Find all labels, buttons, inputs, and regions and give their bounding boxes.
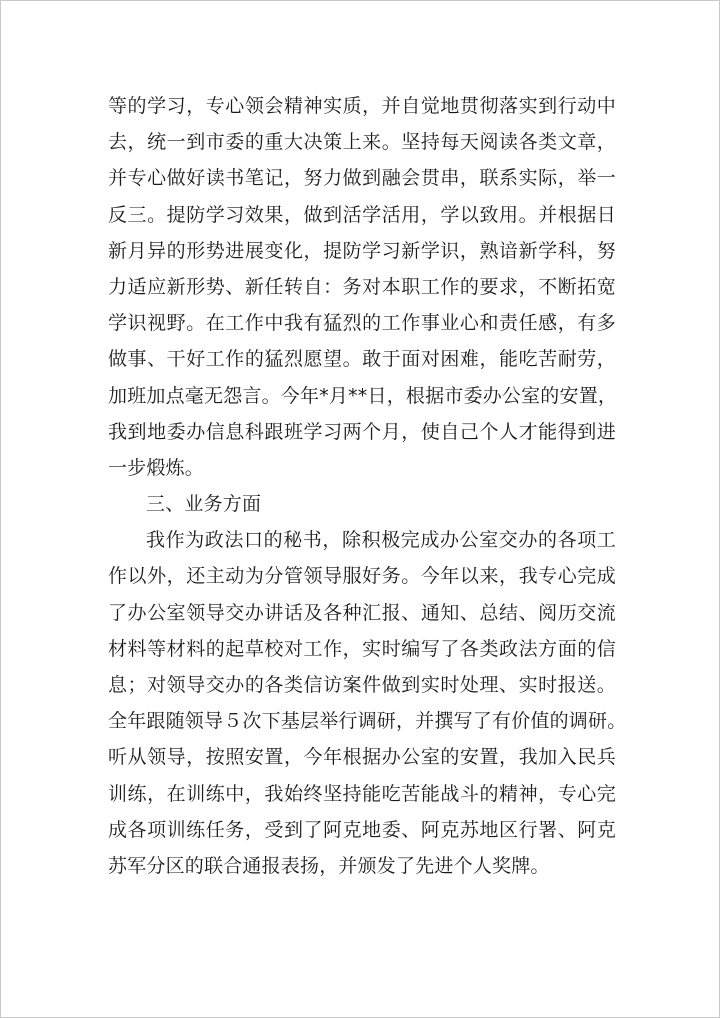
text-line: 材料等材料的起草校对工作，实时编写了各类政法方面的信	[108, 637, 616, 660]
text-line: 训练，在训练中，我始终坚持能吃苦能战斗的精神，专心完	[108, 782, 616, 805]
text-line: 新月异的形势进展变化，提防学习新学识，熟谙新学科，努	[108, 239, 616, 262]
text-line-paragraph-end: 苏军分区的联合通报表扬，并颁发了先进个人奖牌。	[108, 854, 550, 877]
document-body	[108, 88, 627, 884]
text-line: 听从领导，按照安置，今年根据办公室的安置，我加入民兵	[108, 746, 616, 769]
text-line: 加班加点毫无怨言。今年*月**日，根据市委办公室的安置，	[108, 384, 618, 407]
text-line-paragraph-end: 一步煅炼。	[108, 456, 205, 479]
section-heading: 三、业务方面	[146, 493, 262, 516]
text-line: 了办公室领导交办讲话及各种汇报、通知、总结、阅历交流	[108, 601, 616, 624]
text-line: 息；对领导交办的各类信访案件做到实时处理、实时报送。	[108, 674, 616, 696]
text-line: 学识视野。在工作中我有猛烈的工作事业心和责任感，有多	[108, 312, 616, 335]
text-line: 去，统一到市委的重大决策上来。坚持每天阅读各类文章，	[108, 131, 616, 154]
text-line-paragraph-start: 我作为政法口的秘书，除积极完成办公室交办的各项工	[146, 529, 616, 552]
text-line: 我到地委办信息科跟班学习两个月，使自己个人才能得到进	[108, 420, 616, 443]
text-line: 全年跟随领导５次下基层举行调研，并撰写了有价值的调研。	[108, 710, 627, 733]
text-line: 等的学习，专心领会精神实质，并自觉地贯彻落实到行动中	[108, 95, 616, 117]
text-line: 反三。提防学习效果，做到活学活用，学以致用。并根据日	[108, 203, 616, 226]
text-line: 并专心做好读书笔记，努力做到融会贯串，联系实际，举一	[108, 167, 616, 190]
text-line: 做事、干好工作的猛烈愿望。敢于面对困难，能吃苦耐劳，	[108, 348, 616, 371]
text-line: 力适应新形势、新任转自：务对本职工作的要求，不断拓宽	[108, 275, 616, 298]
text-line: 作以外，还主动为分管领导服好务。今年以来，我专心完成	[108, 565, 616, 588]
text-line: 成各项训练任务，受到了阿克地委、阿克苏地区行署、阿克	[108, 818, 616, 841]
